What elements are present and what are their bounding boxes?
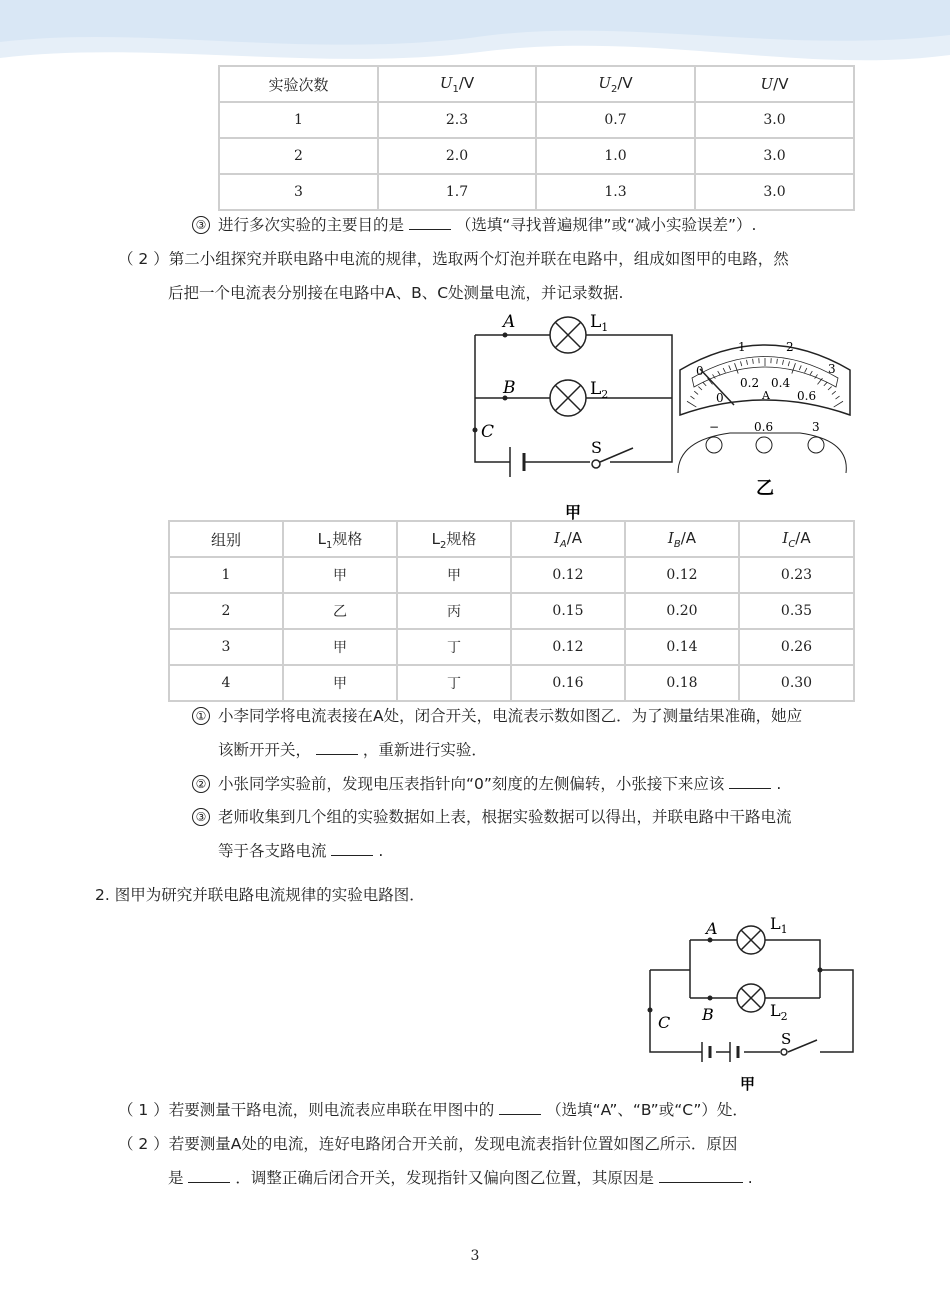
table-row — [169, 665, 854, 701]
table-cell: 1 — [219, 102, 378, 138]
table-cell: 0.12 — [511, 629, 625, 665]
q2-part2-line1: （ 2 ）若要测量A处的电流，连好电路闭合开关前，发现电流表指针位置如图乙所示．原因 — [118, 1135, 738, 1153]
part-number: （ 1 ） — [118, 1101, 169, 1119]
table-cell: 丙 — [397, 593, 511, 629]
part-number: （ 2 ） — [118, 1135, 169, 1153]
terminal-label: − — [709, 420, 720, 434]
item-number: ③ — [192, 808, 210, 826]
table-header-cell: $L_2$规格 — [397, 521, 511, 557]
point-label-c: C — [481, 422, 495, 442]
table-cell: 甲 — [283, 557, 397, 593]
table-cell: 0.26 — [739, 629, 854, 665]
figure-caption: 甲 — [740, 1075, 756, 1092]
meter-unit: A — [762, 389, 770, 402]
table-cell: 丁 — [397, 665, 511, 701]
table-cell: 0.23 — [739, 557, 854, 593]
scale-top-2: 2 — [786, 340, 794, 354]
item-number: ③ — [192, 216, 210, 234]
answer-blank[interactable] — [316, 741, 358, 755]
lamp-icon — [737, 984, 765, 1012]
table-header-cell: $I_B/A$ — [625, 521, 739, 557]
table-header-cell: $U_1/V$ — [378, 66, 536, 102]
table-header-row — [169, 521, 854, 557]
table-header-cell: $I_A/A$ — [511, 521, 625, 557]
switch-icon — [592, 460, 600, 468]
table-row — [219, 102, 854, 138]
question-number: 2. — [95, 886, 110, 904]
q1-sub2: ② 小张同学实验前，发现电压表指针向“0”刻度的左侧偏转，小张接下来应该 . — [192, 774, 781, 794]
current-table — [168, 520, 855, 702]
lamp-label-l1: $L_1$ — [590, 312, 609, 334]
table-cell: 0.16 — [511, 665, 625, 701]
terminal-3-icon — [808, 437, 824, 453]
point-label-c: C — [658, 1013, 671, 1032]
answer-blank[interactable] — [331, 842, 373, 856]
table-cell: 3 — [219, 174, 378, 210]
table-cell: 1.3 — [536, 174, 695, 210]
lamp-label-l2: $L_2$ — [590, 379, 609, 401]
answer-blank[interactable] — [409, 216, 451, 230]
terminal-label: 3 — [812, 420, 820, 434]
table-cell: 0.12 — [625, 557, 739, 593]
q2-part1: （ 1 ）若要测量干路电流，则电流表应串联在甲图中的 （选填“A”、“B”或“C”）处． — [118, 1101, 748, 1119]
table-header-cell: $I_C/A$ — [739, 521, 854, 557]
table-cell: 甲 — [283, 665, 397, 701]
table-cell: 3.0 — [695, 138, 854, 174]
header-wave-decoration — [0, 0, 950, 70]
table-cell: 4 — [169, 665, 283, 701]
table-cell: 3 — [169, 629, 283, 665]
table-cell: 1.0 — [536, 138, 695, 174]
q1-sub1-line1: ① 小李同学将电流表接在A处，闭合开关，电流表示数如图乙．为了测量结果准确，她应 — [192, 706, 802, 726]
point-label-a: A — [706, 919, 718, 938]
table-row — [219, 138, 854, 174]
q1-sub3-line2: 等于各支路电流 . — [218, 842, 384, 860]
lamp-icon — [550, 317, 586, 353]
figure-caption: 乙 — [756, 478, 774, 499]
table-header-cell: $U_2/V$ — [536, 66, 695, 102]
point-label-b: B — [702, 1005, 714, 1024]
table-header-cell: 组别 — [169, 521, 283, 557]
table-cell: 0.20 — [625, 593, 739, 629]
switch-label: S — [591, 438, 602, 457]
q1-part2-line2: 后把一个电流表分别接在电路中A、B、C处测量电流，并记录数据. — [168, 284, 624, 302]
terminal-label: 0.6 — [754, 420, 774, 434]
table-cell: 0.14 — [625, 629, 739, 665]
table-cell: 甲 — [397, 557, 511, 593]
ammeter-figure-yi — [670, 325, 855, 500]
table-row — [169, 629, 854, 665]
scale-bottom-0-2: 0.2 — [740, 376, 760, 390]
table-cell: 0.35 — [739, 593, 854, 629]
scale-top-0: 0 — [696, 364, 704, 378]
point-label-b: B — [503, 378, 516, 398]
table-header-row — [219, 66, 854, 102]
scale-bottom-0: 0 — [716, 391, 724, 405]
answer-blank[interactable] — [729, 775, 771, 789]
lamp-icon — [737, 926, 765, 954]
point-label-a: A — [503, 312, 516, 332]
table-row — [219, 174, 854, 210]
voltage-table — [218, 65, 855, 211]
table-cell: 2 — [169, 593, 283, 629]
table-cell: 2.3 — [378, 102, 536, 138]
page-number: 3 — [470, 1248, 480, 1264]
q2-part2-line2: 是 ．调整正确后闭合开关，发现指针又偏向图乙位置，其原因是 . — [168, 1169, 753, 1187]
q1-item3: ③ 进行多次实验的主要目的是 （选填“寻找普遍规律”或“减小实验误差”）. — [192, 215, 756, 235]
part-number: （ 2 ） — [118, 250, 169, 268]
table-header-cell: U/V — [695, 66, 854, 102]
table-cell: 2.0 — [378, 138, 536, 174]
table-cell: 0.18 — [625, 665, 739, 701]
table-cell: 0.30 — [739, 665, 854, 701]
terminal-0-6-icon — [756, 437, 772, 453]
scale-bottom-0-6: 0.6 — [797, 389, 817, 403]
lamp-label-l2: $L_2$ — [770, 1001, 788, 1023]
switch-label: S — [781, 1030, 792, 1048]
figure-caption: 甲 — [565, 503, 582, 522]
table-cell: 0.12 — [511, 557, 625, 593]
table-row — [169, 593, 854, 629]
answer-blank[interactable] — [499, 1101, 541, 1115]
scale-top-3: 3 — [828, 362, 836, 376]
table-cell: 乙 — [283, 593, 397, 629]
table-header-cell: $L_1$规格 — [283, 521, 397, 557]
table-header-cell: 实验次数 — [219, 66, 378, 102]
table-cell: 丁 — [397, 629, 511, 665]
circuit-diagram-jia — [465, 305, 680, 525]
answer-blank[interactable] — [188, 1169, 230, 1183]
item-number: ② — [192, 775, 210, 793]
circuit-diagram-q2 — [640, 912, 862, 1092]
table-cell: 3.0 — [695, 102, 854, 138]
table-cell: 1.7 — [378, 174, 536, 210]
table-cell: 2 — [219, 138, 378, 174]
q1-part2-line1: （ 2 ）第二小组探究并联电路中电流的规律，选取两个灯泡并联在电路中，组成如图甲的电路，然 — [118, 250, 789, 268]
switch-icon — [781, 1049, 787, 1055]
lamp-icon — [550, 380, 586, 416]
q2-stem: 2. 图甲为研究并联电路电流规律的实验电路图． — [95, 886, 425, 904]
table-cell: 0.7 — [536, 102, 695, 138]
q1-sub3-line1: ③ 老师收集到几个组的实验数据如上表，根据实验数据可以得出，并联电路中干路电流 — [192, 807, 792, 827]
scale-top-1: 1 — [738, 340, 746, 354]
table-row — [169, 557, 854, 593]
q1-sub1-line2: 该断开开关， ，重新进行实验． — [218, 741, 487, 759]
item-number: ① — [192, 707, 210, 725]
table-cell: 0.15 — [511, 593, 625, 629]
table-cell: 1 — [169, 557, 283, 593]
answer-blank[interactable] — [659, 1169, 743, 1183]
lamp-label-l1: $L_1$ — [770, 914, 788, 936]
table-cell: 甲 — [283, 629, 397, 665]
terminal-negative-icon — [706, 437, 722, 453]
scale-bottom-0-4: 0.4 — [771, 376, 791, 390]
table-cell: 3.0 — [695, 174, 854, 210]
